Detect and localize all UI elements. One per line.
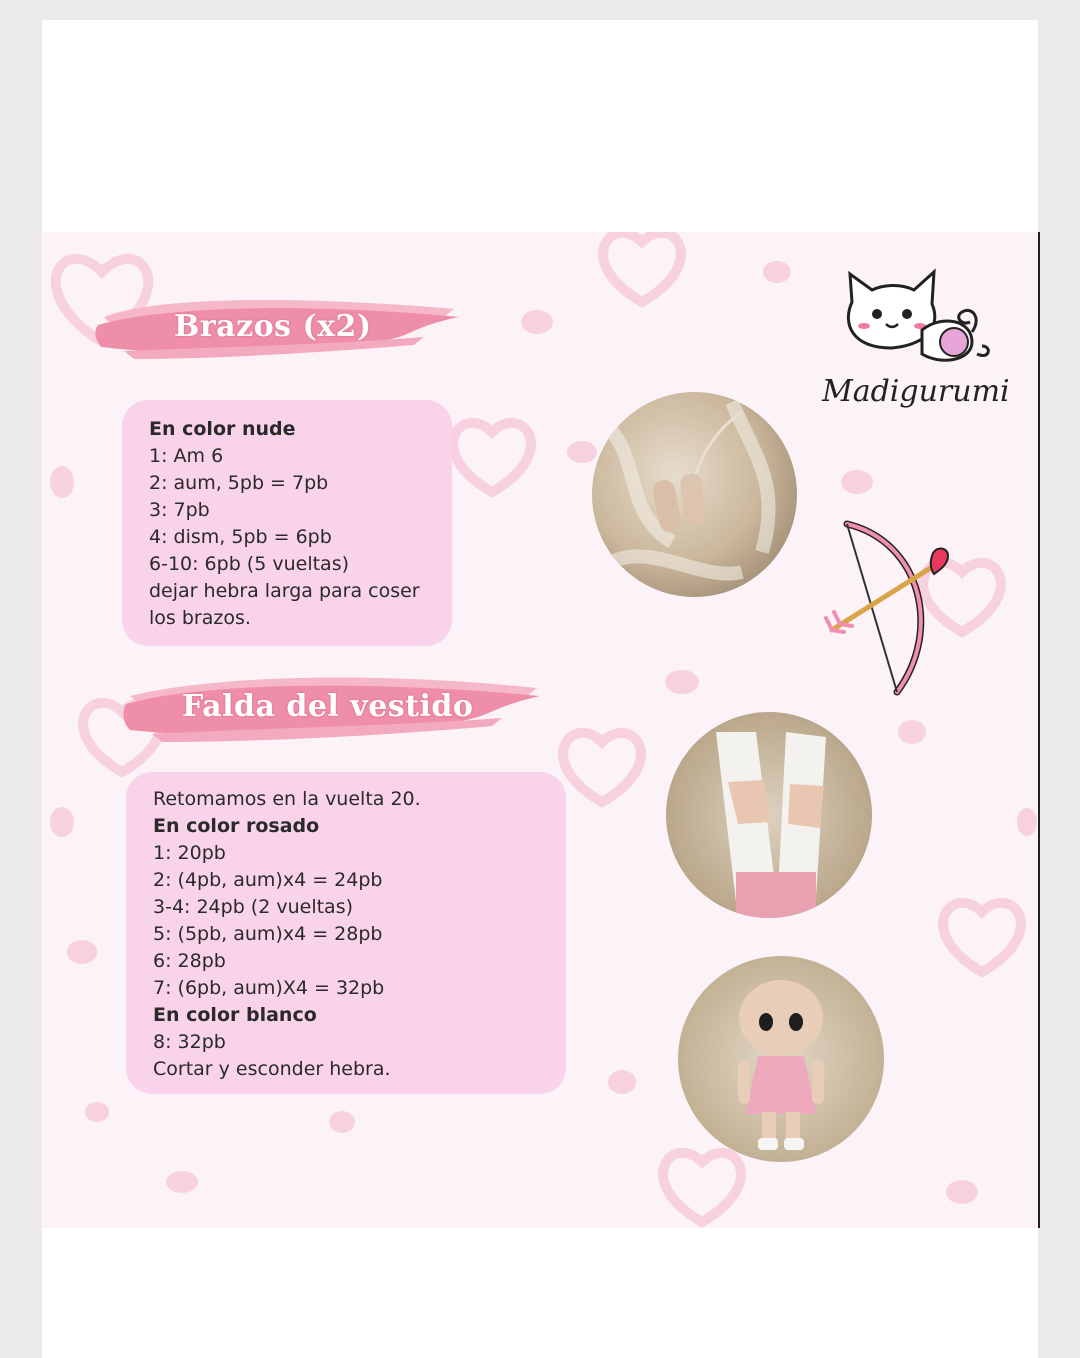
instructions-card-falda <box>126 772 566 1094</box>
instruction-line: Retomamos en la vuelta 20. <box>153 788 421 810</box>
crochet-arms-image <box>592 392 797 597</box>
cupid-bow-arrow-icon <box>822 512 957 702</box>
instruction-line: 7: (6pb, aum)X4 = 32pb <box>153 977 385 999</box>
section-title: Brazos (x2) <box>174 308 372 344</box>
instruction-line: En color nude <box>149 418 296 440</box>
instruction-line: 2: (4pb, aum)x4 = 24pb <box>153 869 383 891</box>
pattern-page <box>42 232 1040 1228</box>
photo-brazos <box>592 392 797 597</box>
instruction-line: los brazos. <box>149 607 251 629</box>
section-banner-brazos <box>94 287 464 365</box>
instruction-line: 6: 28pb <box>153 950 226 972</box>
instruction-line: 3-4: 24pb (2 vueltas) <box>153 896 354 918</box>
instruction-line: En color rosado <box>153 815 320 837</box>
instruction-line: 5: (5pb, aum)x4 = 28pb <box>153 923 383 945</box>
instruction-line: 6-10: 6pb (5 vueltas) <box>149 553 350 575</box>
crochet-doll-image <box>678 956 884 1162</box>
photo-falda <box>666 712 872 918</box>
crochet-legs-image <box>666 712 872 918</box>
instruction-line: 3: 7pb <box>149 499 210 521</box>
instruction-line: 2: aum, 5pb = 7pb <box>149 472 329 494</box>
instruction-line: 8: 32pb <box>153 1031 226 1053</box>
instructions-card-brazos <box>122 400 452 646</box>
instruction-line: 1: Am 6 <box>149 445 224 467</box>
section-title: Falda del vestido <box>182 688 474 724</box>
photo-muneca <box>678 956 884 1162</box>
instruction-line: 1: 20pb <box>153 842 226 864</box>
brand-name: Madigurumi <box>822 374 1010 409</box>
instruction-line: dejar hebra larga para coser <box>149 580 420 602</box>
instruction-line: 4: dism, 5pb = 6pb <box>149 526 332 548</box>
instruction-line: Cortar y esconder hebra. <box>153 1058 391 1080</box>
cat-logo-icon <box>822 262 997 372</box>
section-banner-falda <box>122 662 542 750</box>
brand-logo <box>822 262 1010 412</box>
instruction-line: En color blanco <box>153 1004 317 1026</box>
